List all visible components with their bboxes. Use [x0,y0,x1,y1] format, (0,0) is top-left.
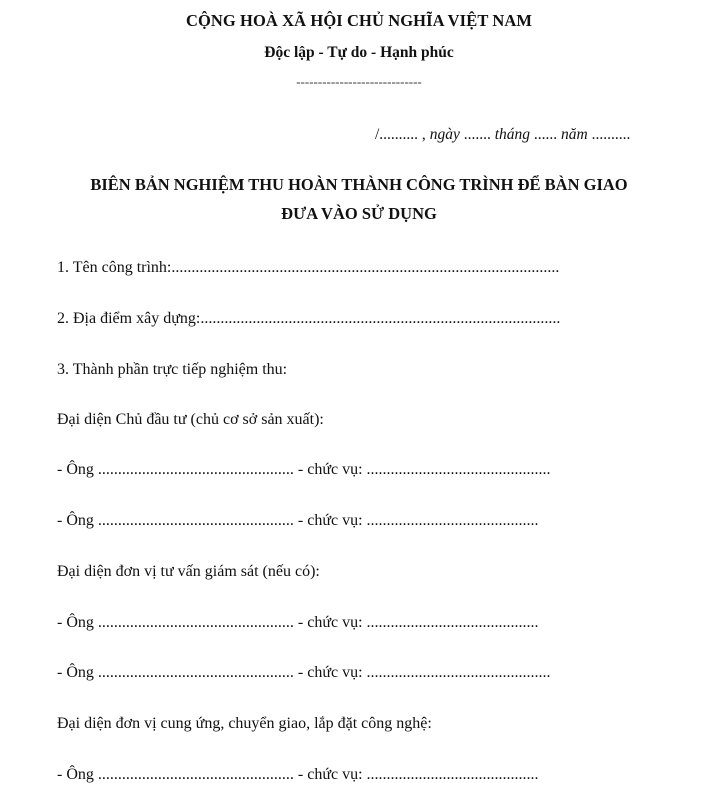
date-prefix: /.......... , [375,126,430,143]
national-name: CỘNG HOÀ XÃ HỘI CHỦ NGHĨA VIỆT NAM [185,11,533,30]
national-motto: Độc lập - Tự do - Hạnh phúc [264,44,454,61]
supervisor-representative-line-1: - Ông ................................................. - chức vụ: ........................................... [57,614,539,631]
supervisor-representative-line-2: - Ông ................................................. - chức vụ: .............................................. [57,664,551,681]
year-label: năm [561,126,588,143]
technology-supplier-line-1: - Ông ................................................. - chức vụ: ........................................... [57,766,539,783]
document-title-line-1: BIÊN BẢN NGHIỆM THU HOÀN THÀNH CÔNG TRÌNH ĐỂ BÀN GIAO [90,175,628,194]
document-title-line-2: ĐƯA VÀO SỬ DỤNG [281,204,437,223]
project-name-line: 1. Tên công trình:................................................................................................. [57,259,560,276]
month-blank: ...... [530,126,562,143]
investor-representative-line-2: - Ông ................................................. - chức vụ: ........................................... [57,512,539,529]
investor-representative-line-1: - Ông ................................................. - chức vụ: .............................................. [57,461,551,478]
day-blank: ....... [459,126,495,143]
technology-supplier-heading: Đại diện đơn vị cung ứng, chuyển giao, lắp đặt công nghệ: [57,715,432,732]
header-divider: ----------------------------- [296,74,422,89]
year-blank: .......... [587,126,631,143]
construction-location-line: 2. Địa điểm xây dựng:.......................................................................................... [57,310,561,327]
month-label: tháng [494,126,531,143]
date-line [375,125,630,145]
day-label: ngày [429,126,460,143]
acceptance-members-heading: 3. Thành phần trực tiếp nghiệm thu: [57,361,288,378]
supervisor-representative-heading: Đại diện đơn vị tư vấn giám sát (nếu có): [57,563,320,580]
investor-representative-heading: Đại diện Chủ đầu tư (chủ cơ sở sản xuất): [57,411,324,428]
